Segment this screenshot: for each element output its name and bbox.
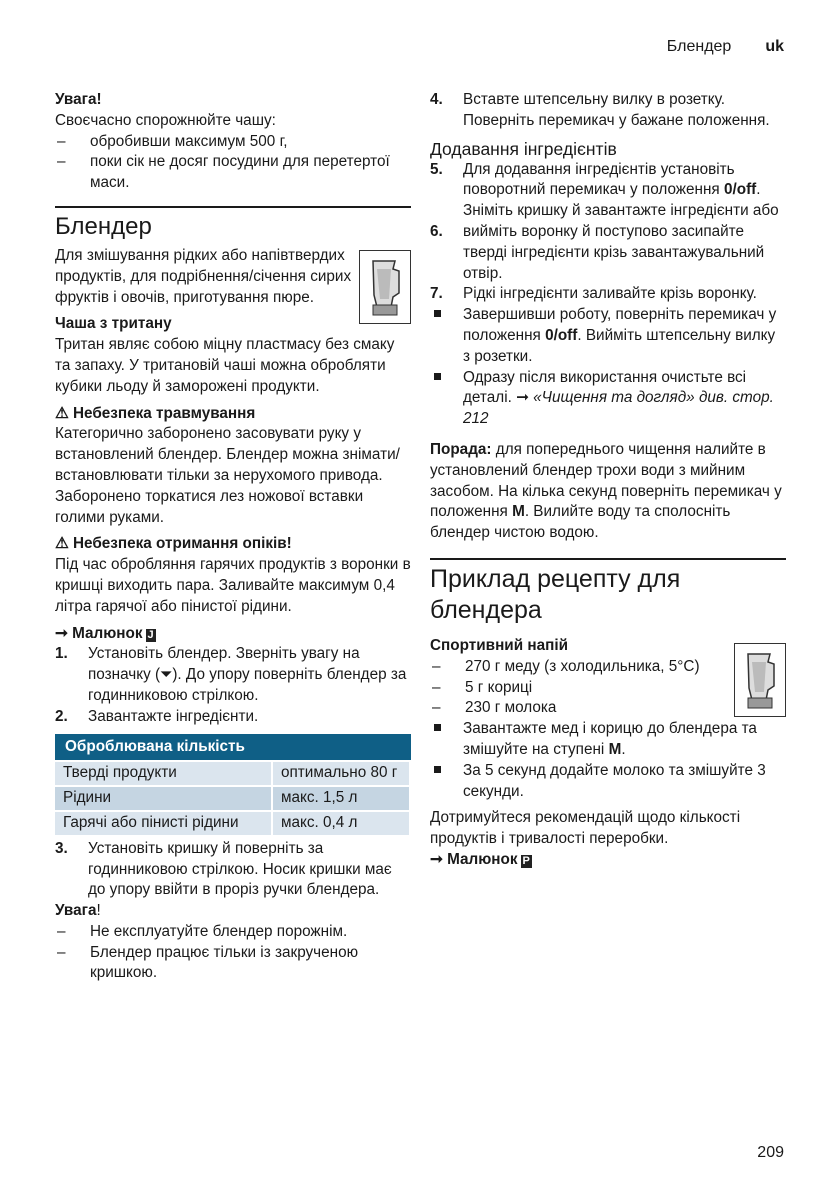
t: . Вийміть штепсельну вилку з розетки. <box>463 326 776 365</box>
t: 0/off <box>545 326 578 344</box>
table-header: Оброблювана кількість <box>55 734 411 761</box>
attention2-title <box>55 901 411 922</box>
attention-intro: Своєчасно спорожнюйте чашу: <box>55 111 276 129</box>
t: . <box>621 740 626 758</box>
t: Завантажте мед і корицю до блендера та змішуйте на ступені <box>463 720 757 758</box>
step-text <box>463 160 786 222</box>
cell: Рідини <box>55 787 273 810</box>
warning-injury-title <box>55 404 411 425</box>
list-item: – Блендер працює тільки із закрученою кришкою. <box>55 943 411 985</box>
bullet-item <box>430 305 786 367</box>
step-number: 1. <box>55 645 68 663</box>
warning-burn-title <box>55 534 411 555</box>
tritan-title: Чаша з тритану <box>55 315 172 333</box>
bullet-item <box>430 761 786 803</box>
cell: оптимально 80 г <box>273 762 411 785</box>
list-item: – обробивши максимум 500 г, <box>55 132 411 153</box>
item-text: поки сік не досяг посудини для перетертої маси. <box>90 153 390 192</box>
t: M <box>608 740 622 758</box>
t: . Вилийте воду та сполосніть блендер чистою водою. <box>430 503 731 542</box>
step-number: 5. <box>430 160 443 178</box>
page-number: 209 <box>757 1144 784 1162</box>
step <box>55 644 411 706</box>
table-row <box>55 812 411 835</box>
warning-injury-text: Категорично заборонено засовувати руку у встановлений блендер. Блендер можна знімати/встановлювати тільки за нерухомого привода. Заборонено торкатися лез ножової вставки голими руками. <box>55 425 400 526</box>
warning-burn-text: Під час обробляння гарячих продуктів з воронки в кришці виходить пара. Заливайте максимум 0,4 літра гарячої або пінистої рідини. <box>55 556 411 615</box>
list-item: – поки сік не досяг посудини для перетертої маси. <box>55 152 411 194</box>
attention-label: Увага <box>55 902 97 920</box>
lock-mark-icon: ⏷ <box>160 666 173 684</box>
divider <box>430 558 786 560</box>
blender-jug-image <box>359 250 411 324</box>
running-header <box>633 37 784 58</box>
step <box>430 90 786 132</box>
item-text: обробивши максимум 500 г, <box>90 132 288 150</box>
item-text: За 5 секунд додайте молоко та змішуйте 3 секунди. <box>463 761 766 800</box>
step-number: 7. <box>430 285 443 303</box>
cell: макс. 0,4 л <box>273 812 411 835</box>
attention-title: Увага! <box>55 91 102 108</box>
section-title: Блендер <box>55 212 152 240</box>
t: . Зніміть кришку й завантажте інгредієнти або <box>463 181 779 220</box>
t: для попереднього чищення налийте в установлений блендер трохи води з мийним засобом. На кілька секунд поверніть перемикач у положення <box>430 440 782 521</box>
figure-ref <box>55 624 411 645</box>
arrow-right-icon: ➞ <box>516 389 534 407</box>
divider <box>55 206 411 208</box>
ingredient: – 270 г меду (з холодильника, 5°C) <box>430 657 728 678</box>
t: Для додавання інгредієнтів установіть поворотний перемикач у положення <box>463 160 735 199</box>
arrow-right-icon: ➞ <box>430 850 448 868</box>
step <box>55 839 411 901</box>
quantity-table <box>55 732 411 837</box>
t: 0/off <box>723 181 757 199</box>
item-text: 5 г кориці <box>465 678 533 696</box>
figure-letter: P <box>522 854 530 867</box>
step-number: 2. <box>55 707 68 725</box>
arrow-right-icon: ➞ <box>55 624 73 642</box>
cell: макс. 1,5 л <box>273 787 411 810</box>
subsection-title: Додавання інгредієнтів <box>430 138 617 159</box>
t: Завершивши роботу, поверніть перемикач у положення <box>463 306 777 344</box>
item-text <box>463 305 786 367</box>
table-row <box>55 762 411 785</box>
cross-reference-link[interactable]: «Чищення та догляд» див. стор. 212 <box>463 389 774 428</box>
item-text <box>463 368 786 430</box>
t: M <box>512 503 525 521</box>
tritan-text: Тритан являє собою міцну пластмасу без смаку та запаху. У тритановій чаші можна обробляти кубики льоду й заморожені продукти. <box>55 336 395 395</box>
list-item: – Не експлуатуйте блендер порожнім. <box>55 922 411 943</box>
step-text-post: ). До упору поверніть блендер за годинниковою стрілкою. <box>88 666 407 704</box>
header-lang: uk <box>765 38 784 55</box>
item-text: Блендер працює тільки із закрученою кришкою. <box>90 943 359 982</box>
step <box>430 160 786 222</box>
left-column <box>55 90 411 984</box>
step-number: 3. <box>55 839 68 857</box>
warning-icon: ⚠ <box>55 404 73 422</box>
cell: Гарячі або пінисті рідини <box>55 812 273 835</box>
figure-label: Малюнок <box>72 624 143 642</box>
t: Одразу після використання очистьте всі деталі. <box>463 368 747 407</box>
step-text <box>88 644 411 706</box>
step-text: Вставте штепсельну вилку в розетку. Поверніть перемикач у бажане положення. <box>463 91 770 129</box>
table-row <box>55 787 411 810</box>
bullet-item <box>430 719 786 761</box>
bullet-item <box>430 368 786 430</box>
item-text: Не експлуатуйте блендер порожнім. <box>90 922 348 940</box>
item-text: 270 г меду (з холодильника, 5°C) <box>465 657 700 675</box>
figure-letter: J <box>147 628 154 641</box>
step-number: 6. <box>430 222 443 240</box>
figure-ref <box>430 850 786 871</box>
step-number: 4. <box>430 91 443 108</box>
header-section: Блендер <box>666 38 732 55</box>
step-text-pre: Установіть блендер. Зверніть увагу на позначку ( <box>88 645 360 684</box>
warning-title-text: Небезпека отримання опіків! <box>72 535 292 553</box>
step-text: Установіть кришку й поверніть за годинниковою стрілкою. Носик кришки має до упору ввійти в проріз ручки блендера. <box>88 839 392 899</box>
step <box>430 222 786 284</box>
step <box>430 284 786 305</box>
right-column <box>430 90 786 871</box>
blender-jug-image <box>734 643 786 717</box>
tip <box>430 440 786 544</box>
ingredient: – 230 г молока <box>430 698 728 719</box>
step-text: вийміть воронку й поступово засипайте тверді інгредієнти крізь завантажувальний отвір. <box>463 222 765 282</box>
warning-icon: ⚠ <box>55 535 73 553</box>
section-title: Приклад рецепту для блендера <box>430 564 681 624</box>
step <box>55 707 411 728</box>
step-text: Завантажте інгредієнти. <box>88 707 259 725</box>
recipe-subtitle: Спортивний напій <box>430 636 569 654</box>
item-text: 230 г молока <box>465 699 557 717</box>
attention-excl: ! <box>96 902 101 920</box>
blender-intro: Для змішування рідких або напівтвердих продуктів, для подрібнення/січення сирих фруктів і овочів, приготування пюре. <box>55 246 352 306</box>
note: Дотримуйтеся рекомендацій щодо кількості продуктів і тривалості переробки. <box>430 809 741 848</box>
cell: Тверді продукти <box>55 762 273 785</box>
figure-label: Малюнок <box>447 850 518 868</box>
step-text: Рідкі інгредієнти заливайте крізь воронку. <box>463 285 757 303</box>
warning-title-text: Небезпека травмування <box>72 404 256 422</box>
ingredient: – 5 г кориці <box>430 678 728 699</box>
tip-label: Порада: <box>430 440 492 458</box>
item-text <box>463 719 786 761</box>
